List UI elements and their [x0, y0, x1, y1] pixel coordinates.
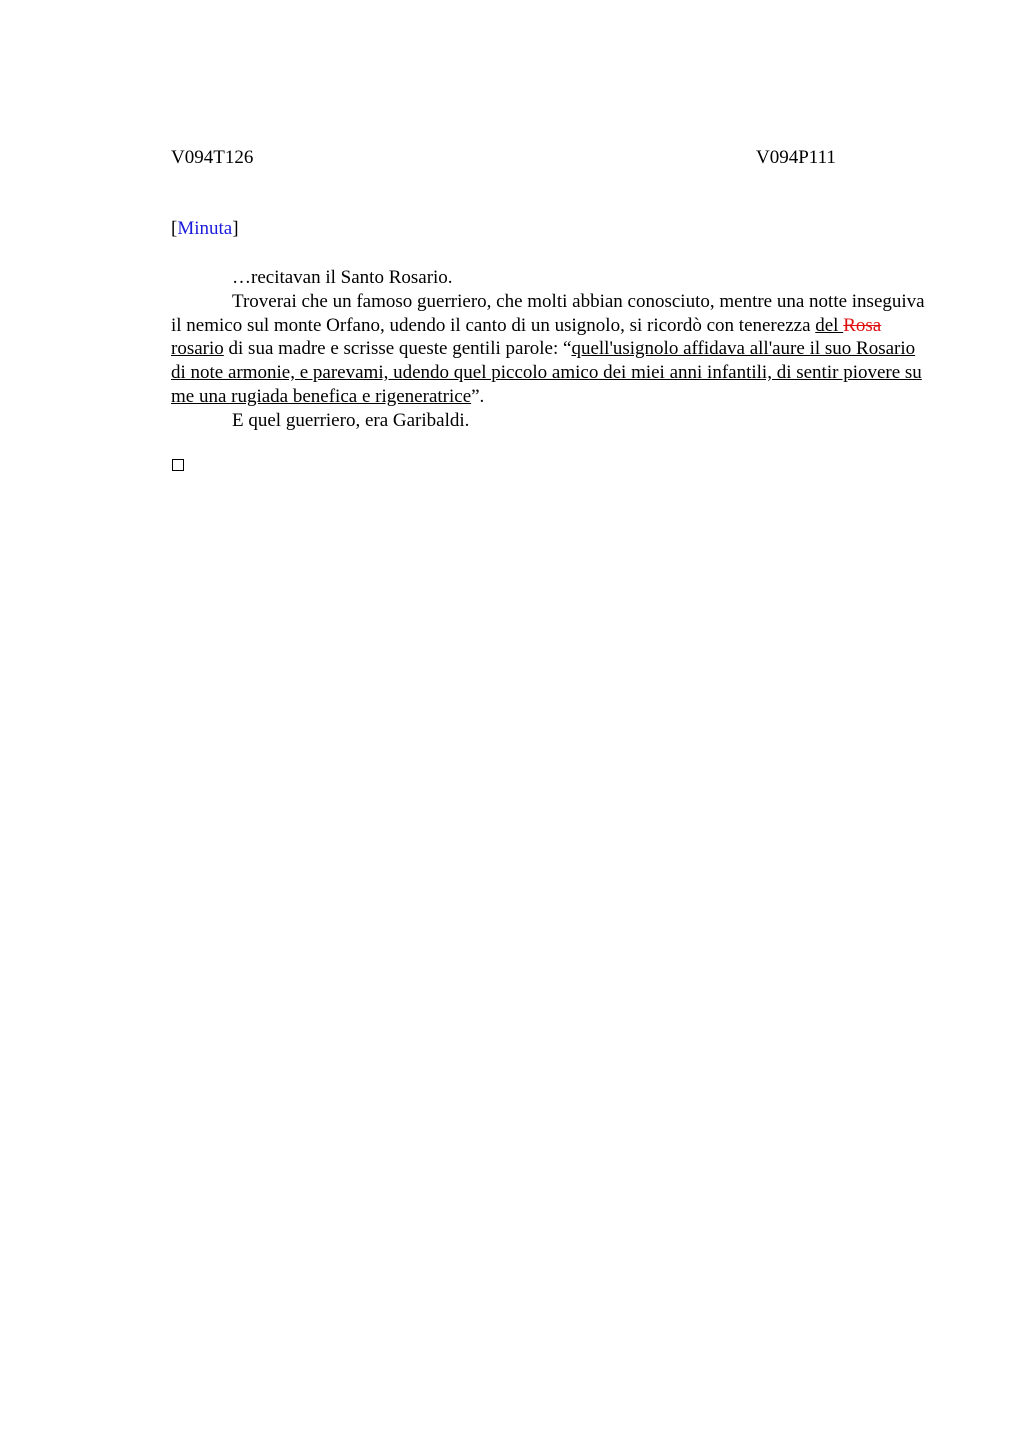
paragraph-1: …recitavan il Santo Rosario.: [232, 267, 453, 288]
underlined-rosario: rosario: [171, 338, 224, 360]
minuta-label: [171, 218, 239, 240]
paragraph-3: E quel guerriero, era Garibaldi.: [232, 409, 470, 431]
deleted-word-rosa: Rosa: [843, 314, 882, 336]
document-code-right: V094P111: [756, 147, 836, 168]
paragraph-2-text-b: di sua madre e scrisse queste gentili parole: “: [223, 338, 572, 360]
checkbox[interactable]: [172, 459, 184, 471]
letter-body: [171, 266, 933, 433]
document-code-left: V094T126: [171, 147, 254, 168]
paragraph-2-text-c: ”.: [471, 385, 485, 407]
paragraph-2-text-a: Troverai che un famoso guerriero, che molti abbian conosciuto, mentre una notte inseguiva il nemico sul monte Orfano, udendo il canto di un usignolo, si ricordò con tenerezza: [171, 290, 925, 336]
open-bracket: [: [171, 218, 178, 239]
garibaldi-quote: quell'usignolo affidava all'aure il suo Rosario di note armonie, e parevami, udendo quel piccolo amico dei miei anni infantili, di sentir piovere su me una rugiada benefica e rigeneratrice: [171, 338, 922, 407]
minuta-link[interactable]: Minuta: [177, 218, 233, 239]
close-bracket: ]: [232, 218, 239, 239]
paragraph-2: [171, 290, 933, 409]
underlined-del: del: [815, 314, 839, 336]
